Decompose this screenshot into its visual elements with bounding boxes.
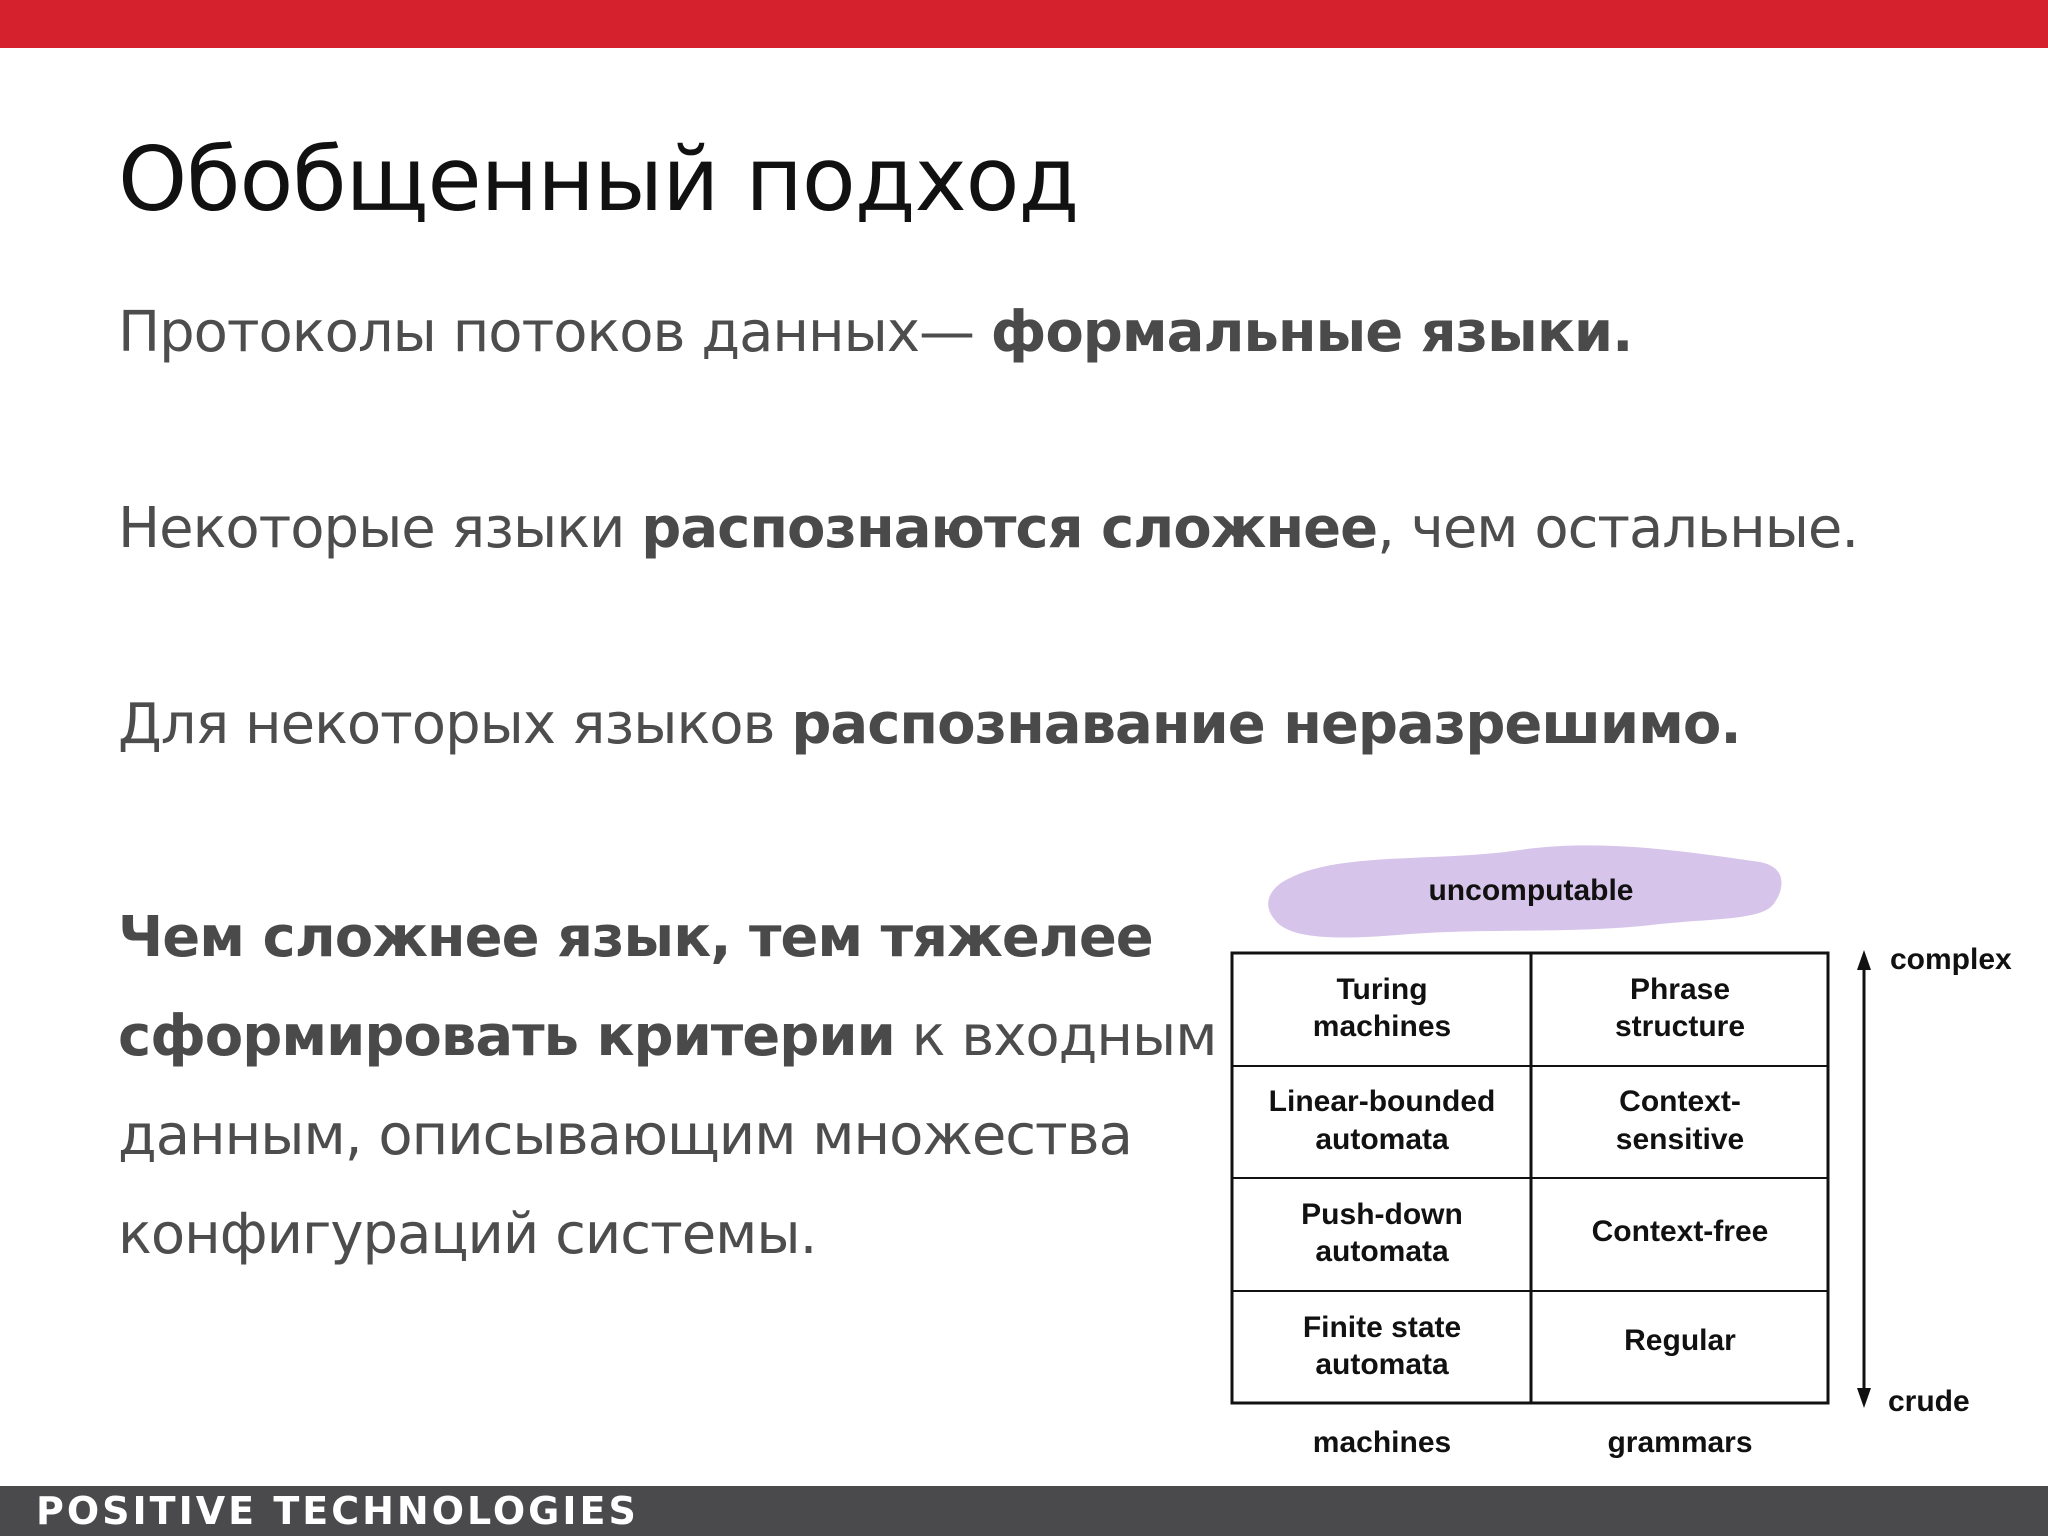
company-logo: POSITIVE TECHNOLOGIES xyxy=(36,1489,639,1533)
grammar-regular: Regular xyxy=(1624,1324,1736,1357)
machine-turing-line-2: machines xyxy=(1312,1010,1452,1043)
paragraph-4-line-3: данным, описывающим множества xyxy=(118,1103,1132,1168)
axis-label-crude: crude xyxy=(1888,1385,1970,1418)
grammar-context-free: Context-free xyxy=(1591,1215,1769,1248)
grammar-context-sensitive-line-2: sensitive xyxy=(1615,1123,1745,1156)
machine-linear-line-1: Linear-bounded xyxy=(1268,1085,1496,1118)
machine-finite-line-2: automata xyxy=(1315,1348,1449,1381)
paragraph-3-bold: распознавание неразрешимо. xyxy=(791,692,1741,757)
machine-turing-line-1: Turing xyxy=(1336,973,1428,1006)
axis-label-complex: complex xyxy=(1890,943,2012,976)
machine-pushdown-line-2: automata xyxy=(1315,1235,1449,1268)
paragraph-2 xyxy=(118,496,1858,561)
paragraph-2-tail: , чем остальные. xyxy=(1377,496,1859,561)
column-label-grammars: grammars xyxy=(1607,1426,1753,1459)
paragraph-4 xyxy=(118,888,1216,1284)
top-accent-bar xyxy=(0,0,2048,48)
paragraph-4-line-4: конфигураций системы. xyxy=(118,1202,817,1267)
paragraph-2-text: Некоторые языки xyxy=(118,496,642,561)
grammar-context-sensitive-line-1: Context- xyxy=(1619,1085,1741,1118)
footer-bar xyxy=(0,1486,2048,1536)
paragraph-2-bold: распознаются сложнее xyxy=(641,496,1378,561)
paragraph-4-line-1: Чем сложнее язык, тем тяжелее xyxy=(118,905,1153,970)
paragraph-1-text: Протоколы потоков данных— xyxy=(118,300,991,365)
paragraph-4-line-2-bold: сформировать критерии xyxy=(118,1004,895,1069)
machine-finite-line-1: Finite state xyxy=(1302,1311,1462,1344)
paragraph-1 xyxy=(118,300,1632,365)
machine-pushdown-line-1: Push-down xyxy=(1301,1198,1463,1231)
arrow-down-head xyxy=(1857,1388,1871,1408)
machine-linear-line-2: automata xyxy=(1315,1123,1449,1156)
paragraph-3 xyxy=(118,692,1741,757)
paragraph-4-line-2-text: к входным xyxy=(894,1004,1217,1069)
paragraph-1-bold: формальные языки. xyxy=(990,300,1633,365)
arrow-up-head xyxy=(1857,950,1871,970)
uncomputable-label: uncomputable xyxy=(1428,874,1634,907)
complexity-arrow xyxy=(1857,950,1871,1408)
column-label-machines: machines xyxy=(1312,1426,1452,1459)
slide-title: Обобщенный подход xyxy=(118,128,1079,231)
grammar-phrase-line-1: Phrase xyxy=(1629,973,1731,1006)
paragraph-3-text: Для некоторых языков xyxy=(118,692,792,757)
grammar-phrase-line-2: structure xyxy=(1614,1010,1746,1043)
